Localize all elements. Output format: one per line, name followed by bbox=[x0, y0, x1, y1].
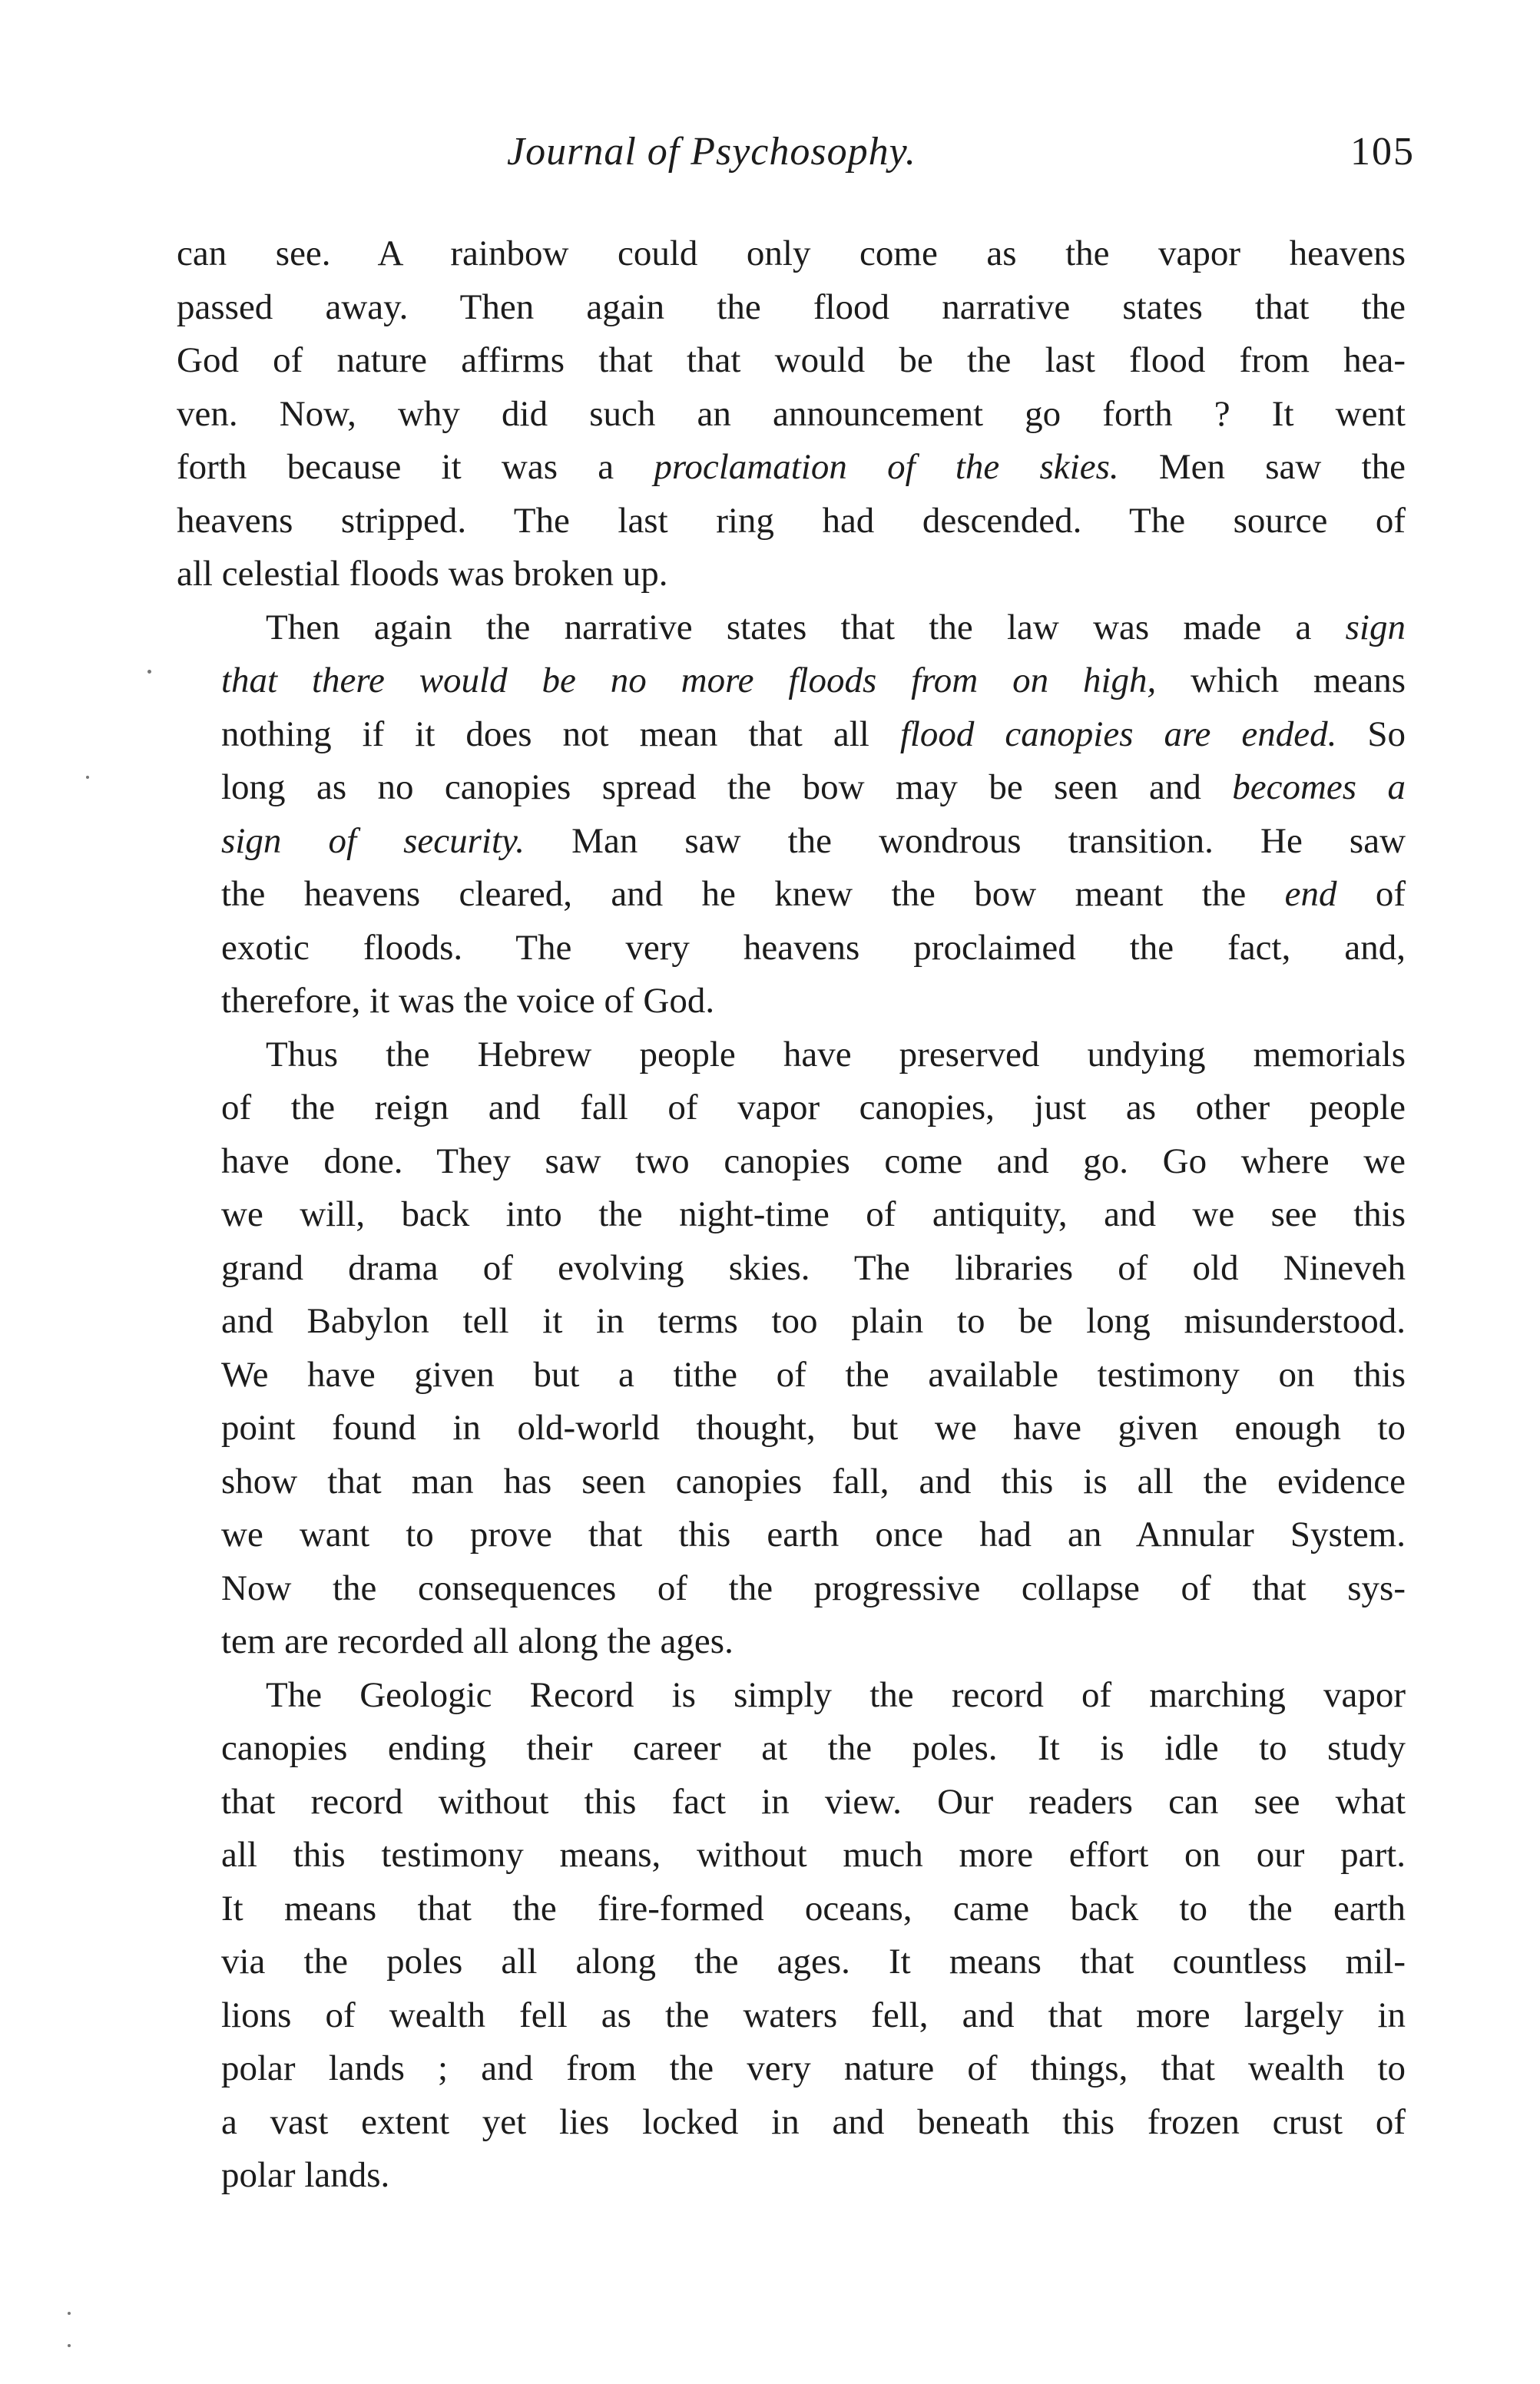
text-run: therefore, it was the voice of God. bbox=[221, 981, 715, 1021]
text-run: Now the consequences of the progressive collapse of that sys- bbox=[221, 1568, 1406, 1608]
text-run: nothing if it does not mean that all bbox=[221, 714, 900, 754]
text-line bbox=[177, 1402, 1406, 1455]
text-run: of the reign and fall of vapor canopies, just as other people bbox=[221, 1088, 1406, 1127]
text-line bbox=[177, 548, 1406, 601]
text-line bbox=[177, 1882, 1406, 1936]
running-title: Journal of Psychosophy. bbox=[507, 130, 916, 174]
text-run: which means bbox=[1156, 661, 1406, 700]
text-line bbox=[177, 1989, 1406, 2043]
text-line bbox=[177, 2149, 1406, 2203]
text-run: via the poles all along the ages. It means that countless mil- bbox=[221, 1942, 1406, 1982]
text-run: It means that the fire-formed oceans, came back to the earth bbox=[221, 1888, 1406, 1929]
text-line bbox=[177, 975, 1406, 1028]
text-run: show that man has seen canopies fall, and this is all the evidence bbox=[221, 1461, 1406, 1502]
text-line bbox=[177, 1829, 1406, 1882]
text-run: and Babylon tell it in terms too plain to be long misunderstood. bbox=[221, 1301, 1406, 1341]
body-text bbox=[177, 227, 1406, 2203]
text-line bbox=[177, 1188, 1406, 1242]
text-run: a vast extent yet lies locked in and beneath this frozen crust of bbox=[221, 2101, 1406, 2142]
text-line bbox=[177, 1349, 1406, 1402]
text-run: Man saw the wondrous transition. He saw bbox=[525, 820, 1406, 861]
text-run: polar lands ; and from the very nature of things, that wealth to bbox=[221, 2048, 1406, 2088]
text-run: passed away. Then again the flood narrative states that the bbox=[177, 286, 1406, 327]
page-number: 105 bbox=[1350, 130, 1415, 174]
text-run: all this testimony means, without much more effort on our part. bbox=[221, 1835, 1406, 1875]
italic-run: end bbox=[1284, 874, 1337, 914]
text-line bbox=[177, 601, 1406, 655]
paragraph-1 bbox=[177, 227, 1406, 601]
text-line bbox=[177, 334, 1406, 388]
print-speck bbox=[68, 2344, 71, 2347]
italic-run: flood canopies are ended. bbox=[899, 714, 1337, 754]
text-line bbox=[177, 868, 1406, 922]
text-run: can see. A rainbow could only come as the vapor heavens bbox=[177, 233, 1406, 273]
text-run: tem are recorded all along the ages. bbox=[221, 1621, 734, 1661]
text-line bbox=[177, 1562, 1406, 1616]
text-line bbox=[177, 441, 1406, 495]
text-line bbox=[177, 388, 1406, 442]
text-line bbox=[177, 1242, 1406, 1296]
text-line bbox=[177, 281, 1406, 335]
text-line bbox=[177, 1081, 1406, 1135]
text-run: we want to prove that this earth once had an Annular System. bbox=[221, 1515, 1406, 1555]
text-line bbox=[177, 2042, 1406, 2096]
text-line bbox=[177, 1722, 1406, 1776]
text-run: ven. Now, why did such an announcement go forth ? It went bbox=[177, 393, 1406, 434]
text-run: heavens stripped. The last ring had descended. The source of bbox=[177, 500, 1406, 541]
italic-run: that there would be no more floods from on high, bbox=[221, 661, 1157, 700]
text-run: all celestial floods was broken up. bbox=[177, 554, 668, 594]
text-run: exotic floods. The very heavens proclaimed the fact, and, bbox=[221, 927, 1406, 968]
text-run: long as no canopies spread the bow may be seen and bbox=[221, 767, 1233, 807]
text-line bbox=[177, 227, 1406, 281]
text-line bbox=[177, 708, 1406, 762]
print-speck bbox=[68, 2312, 71, 2315]
text-line bbox=[177, 1776, 1406, 1829]
text-line bbox=[177, 1295, 1406, 1349]
text-run: The Geologic Record is simply the record of marching vapor bbox=[266, 1674, 1406, 1715]
text-run: Then again the narrative states that the law was made a bbox=[266, 607, 1346, 647]
text-line bbox=[177, 1935, 1406, 1989]
text-line bbox=[177, 495, 1406, 548]
print-speck bbox=[86, 776, 89, 779]
italic-run: becomes a bbox=[1232, 767, 1406, 807]
text-run: Thus the Hebrew people have preserved undying memorials bbox=[266, 1034, 1406, 1074]
text-line bbox=[177, 922, 1406, 975]
text-run: God of nature affirms that that would be the last flood from hea- bbox=[177, 340, 1406, 380]
italic-run: sign bbox=[1345, 607, 1406, 647]
paragraph-4 bbox=[177, 1669, 1406, 2203]
italic-run: sign of security. bbox=[221, 820, 525, 861]
text-line bbox=[177, 1028, 1406, 1082]
text-run: the heavens cleared, and he knew the bow meant the bbox=[221, 874, 1285, 914]
text-run: have done. They saw two canopies come and go. Go where we bbox=[221, 1141, 1406, 1181]
text-run: So bbox=[1336, 714, 1406, 754]
text-run: grand drama of evolving skies. The libraries of old Nineveh bbox=[221, 1247, 1406, 1288]
text-run: forth because it was a bbox=[177, 447, 654, 487]
text-run: of bbox=[1336, 874, 1406, 914]
text-line bbox=[177, 654, 1406, 708]
text-run: We have given but a tithe of the available testimony on this bbox=[221, 1354, 1406, 1395]
print-speck bbox=[147, 670, 151, 674]
text-run: we will, back into the night-time of antiquity, and we see this bbox=[221, 1194, 1406, 1234]
text-run: Men saw the bbox=[1118, 447, 1406, 487]
text-line bbox=[177, 2096, 1406, 2150]
italic-run: proclamation of the skies. bbox=[654, 447, 1119, 487]
text-line bbox=[177, 1455, 1406, 1509]
text-line bbox=[177, 1615, 1406, 1669]
text-line bbox=[177, 1669, 1406, 1723]
text-line bbox=[177, 1135, 1406, 1189]
text-run: canopies ending their career at the poles. It is idle to study bbox=[221, 1728, 1406, 1768]
text-run: lions of wealth fell as the waters fell, and that more largely in bbox=[221, 1995, 1406, 2035]
text-line bbox=[177, 1508, 1406, 1562]
text-run: polar lands. bbox=[221, 2155, 390, 2195]
text-line bbox=[177, 815, 1406, 869]
text-run: that record without this fact in view. Our readers can see what bbox=[221, 1781, 1406, 1822]
text-line bbox=[177, 761, 1406, 815]
paragraph-3 bbox=[177, 1028, 1406, 1669]
paragraph-2 bbox=[177, 601, 1406, 1028]
text-run: point found in old-world thought, but we have given enough to bbox=[221, 1408, 1406, 1448]
